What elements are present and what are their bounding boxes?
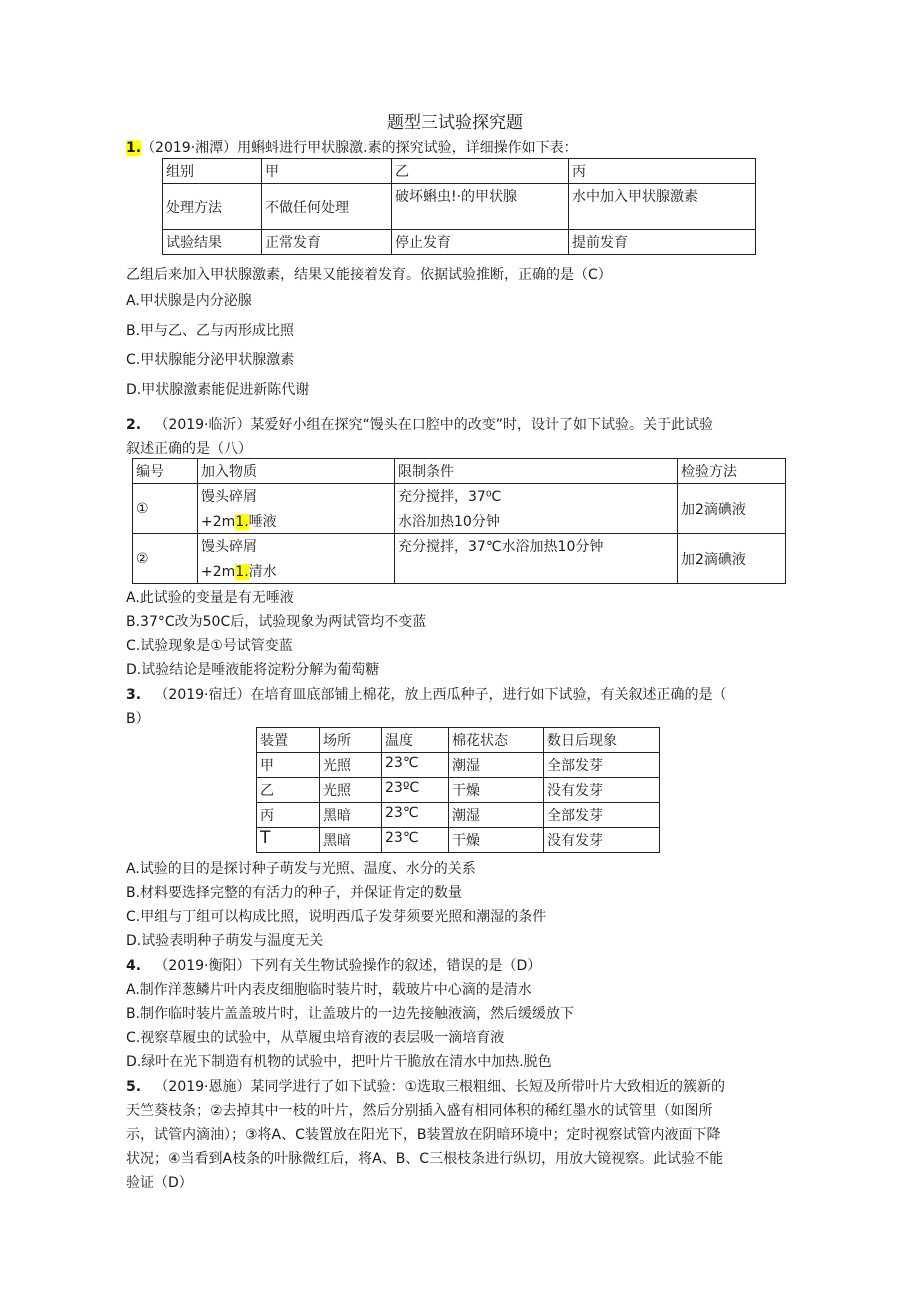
table-cell: 干燥 xyxy=(449,778,544,803)
table-row xyxy=(257,828,660,853)
substance-line: 馒头碎屑 xyxy=(201,489,257,505)
q2-table xyxy=(132,458,786,584)
table-cell: 光照 xyxy=(320,778,382,803)
table-cell: 光照 xyxy=(320,753,382,778)
table-cell xyxy=(395,484,678,534)
table-cell: 数日后现象 xyxy=(544,728,660,753)
table-cell xyxy=(395,534,678,584)
table-cell: 加2滴碘液 xyxy=(678,534,786,584)
table-cell: 正常发育 xyxy=(262,230,392,255)
q3-option-a: A.试验的目的是探讨种子萌发与光照、温度、水分的关系 xyxy=(126,861,476,877)
q2-option-b: B.37°C改为50C后，试验现象为两试管均不变蓝 xyxy=(126,614,427,630)
q5-line-2: 天竺葵枝条；②去掉其中一枝的叶片，然后分别插入盛有相同体积的稀红墨水的试管里（如图所 xyxy=(126,1103,713,1119)
q2-stem-line2: 叙述正确的是（八） xyxy=(126,441,252,457)
q2-number: 2. xyxy=(126,417,142,433)
table-cell: 不做任何处理 xyxy=(262,184,392,230)
table-row xyxy=(257,803,660,828)
table-cell: 编号 xyxy=(133,459,198,484)
q3-stem-line1 xyxy=(126,684,727,704)
table-row xyxy=(133,484,786,534)
q4-stem xyxy=(126,955,541,975)
table-row xyxy=(257,778,660,803)
table-cell: 黑暗 xyxy=(320,803,382,828)
table-cell: 干燥 xyxy=(449,828,544,853)
table-cell: 限制条件 xyxy=(395,459,678,484)
table-cell: 检验方法 xyxy=(678,459,786,484)
table-cell xyxy=(198,534,395,584)
q1-option-d: D.甲状腺激素能促进新陈代谢 xyxy=(126,382,310,398)
table-cell xyxy=(198,484,395,534)
table-cell: 甲 xyxy=(262,159,392,184)
q1-number: 1. xyxy=(126,140,142,156)
table-cell: 加2滴碘液 xyxy=(678,484,786,534)
q1-option-a: A.甲状腺是内分泌腺 xyxy=(126,293,252,309)
condition-line: 水浴加热10分钟 xyxy=(398,514,500,530)
q1-stem-text: （2019·湘潭）用蝌蚪进行甲状腺激.素的探究试验，详细操作如下表： xyxy=(141,140,578,156)
q1-option-b: B.甲与乙、乙与丙形成比照 xyxy=(126,323,295,339)
q3-option-b: B.材料要选择完整的有活力的种子，并保证肯定的数量 xyxy=(126,885,463,901)
q4-option-a: A.制作洋葱鳞片叶内表皮细胞临时装片时，载玻片中心滴的是清水 xyxy=(126,982,532,998)
table-cell: 全部发芽 xyxy=(544,753,660,778)
page-title: 题型三试验探究题 xyxy=(387,113,523,133)
table-cell: 23℃ xyxy=(382,803,449,828)
table-cell: 装置 xyxy=(257,728,320,753)
table-cell: ① xyxy=(133,484,198,534)
substance-suffix: 唾液 xyxy=(248,514,277,530)
table-row xyxy=(163,184,756,230)
q4-stem-text: （2019·衡阳）下列有关生物试验操作的叙述，错误的是（D） xyxy=(154,958,542,974)
substance-suffix: 清水 xyxy=(248,564,277,580)
substance-line: 馒头碎屑 xyxy=(201,539,257,555)
table-cell: 水中加入甲状腺激素 xyxy=(569,184,756,230)
table-row xyxy=(133,534,786,584)
table-cell: 乙 xyxy=(257,778,320,803)
table-row xyxy=(133,459,786,484)
q1-after: 乙组后来加入甲状腺激素，结果又能接着发育。依据试验推断，正确的是（C） xyxy=(126,267,612,283)
table-row xyxy=(257,728,660,753)
q5-line-1 xyxy=(126,1076,725,1096)
q2-option-a: A.此试验的变量是有无唾液 xyxy=(126,590,294,606)
q4-option-c: C.视察草履虫的试验中，从草履虫培育液的表层吸一滴培育液 xyxy=(126,1030,505,1046)
condition-line: 充分搅拌，37⁰C xyxy=(398,489,502,505)
q1-option-c: C.甲状腺能分泌甲状腺激素 xyxy=(126,352,295,368)
table-cell: 破坏蝌虫!·的甲状腺 xyxy=(392,184,569,230)
condition-line: 充分搅拌，37℃水浴加热10分钟 xyxy=(398,539,604,555)
q3-option-c: C.甲组与丁组可以构成比照，说明西瓜子发芽须要光照和潮湿的条件 xyxy=(126,909,547,925)
q4-option-b: B.制作临时装片盖盖玻片时，让盖玻片的一边先接触液滴，然后缓缓放下 xyxy=(126,1006,575,1022)
table-cell: 潮湿 xyxy=(449,803,544,828)
q2-stem-line1 xyxy=(126,414,713,434)
q3-table xyxy=(256,727,660,853)
table-cell: T xyxy=(257,828,320,853)
table-cell: 23℃ xyxy=(382,753,449,778)
table-cell: 23ºC xyxy=(382,778,449,803)
table-cell: 组别 xyxy=(163,159,262,184)
q4-number: 4. xyxy=(126,958,142,974)
table-cell: 温度 xyxy=(382,728,449,753)
q4-option-d: D.绿叶在光下制造有机物的试验中，把叶片干脆放在清水中加热.脱色 xyxy=(126,1054,552,1070)
table-cell: 丙 xyxy=(257,803,320,828)
q2-option-d: D.试验结论是唾液能将淀粉分解为葡萄糖 xyxy=(126,662,380,678)
highlight: 1. xyxy=(235,514,249,530)
table-cell: 全部发芽 xyxy=(544,803,660,828)
q3-stem-text: （2019·宿迁）在培育皿底部铺上棉花，放上西瓜种子，进行如下试验，有关叙述正确的是（ xyxy=(154,687,727,703)
q2-stem-text: （2019·临沂）某爱好小组在探究“馒头在口腔中的改变”时，设计了如下试验。关于此试验 xyxy=(154,417,714,433)
table-cell: 棉花状态 xyxy=(449,728,544,753)
substance-prefix: +2m xyxy=(201,514,236,530)
table-row xyxy=(163,159,756,184)
q5-line-3: 示，试管内滴油）；③将A、C装置放在阳光下，B装置放在阴暗环境中；定时视察试管内液面下降 xyxy=(126,1127,721,1143)
q3-number: 3. xyxy=(126,687,142,703)
table-cell: 场所 xyxy=(320,728,382,753)
table-cell: 没有发芽 xyxy=(544,778,660,803)
q1-stem xyxy=(126,137,578,157)
q5-line-5: 验证（D） xyxy=(126,1175,193,1191)
table-cell: 甲 xyxy=(257,753,320,778)
q5-line-4: 状况；④当看到A枝条的叶脉微红后，将A、B、C三根枝条进行纵切，用放大镜视察。此试验不能 xyxy=(126,1151,724,1167)
substance-prefix: +2m xyxy=(201,564,236,580)
table-cell: 23℃ xyxy=(382,828,449,853)
q5-text: （2019·恩施）某同学进行了如下试验：①选取三根粗细、长短及所带叶片大致相近的簇新的 xyxy=(154,1079,726,1095)
q3-option-d: D.试验表明种子萌发与温度无关 xyxy=(126,933,324,949)
table-cell: 潮湿 xyxy=(449,753,544,778)
q5-number: 5. xyxy=(126,1079,142,1095)
table-row xyxy=(163,230,756,255)
substance-line xyxy=(201,511,391,531)
table-cell: 乙 xyxy=(392,159,569,184)
table-cell: 试验结果 xyxy=(163,230,262,255)
table-cell: 没有发芽 xyxy=(544,828,660,853)
q1-table xyxy=(162,158,756,255)
table-cell: 停止发育 xyxy=(392,230,569,255)
table-row xyxy=(257,753,660,778)
table-cell: ② xyxy=(133,534,198,584)
substance-line xyxy=(201,561,391,581)
table-cell: 处理方法 xyxy=(163,184,262,230)
q2-option-c: C.试验现象是①号试管变蓝 xyxy=(126,638,293,654)
table-cell: 提前发育 xyxy=(569,230,756,255)
table-cell: 加入物质 xyxy=(198,459,395,484)
table-cell: 丙 xyxy=(569,159,756,184)
table-cell: 黑暗 xyxy=(320,828,382,853)
q3-stem-line2: B） xyxy=(126,711,150,727)
highlight: 1. xyxy=(235,564,249,580)
